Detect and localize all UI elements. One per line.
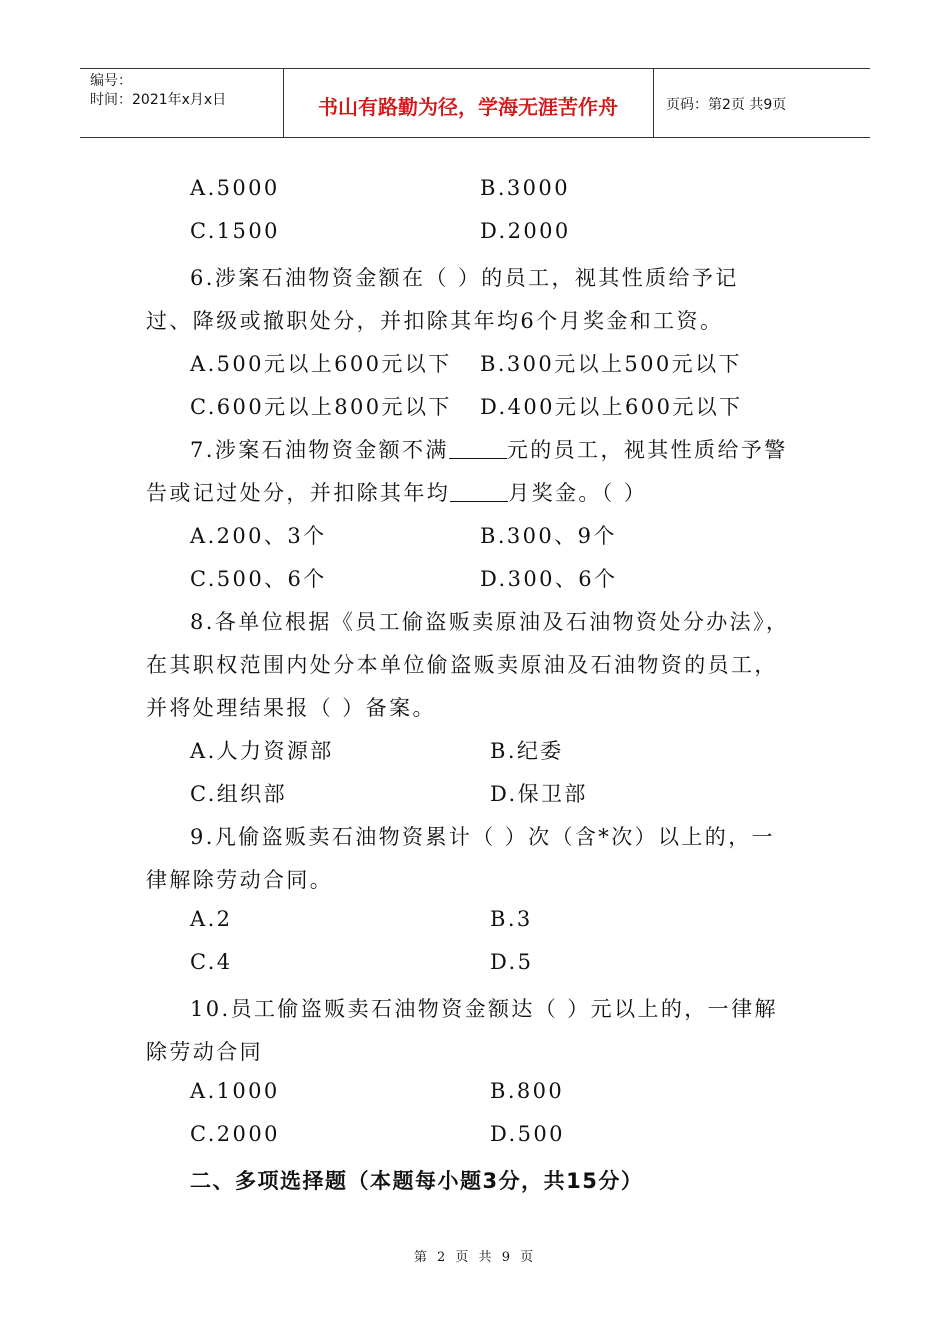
q6-option-b: B.300元以上500元以下 <box>480 352 742 376</box>
q7-option-d: D.300、6个 <box>480 567 618 591</box>
q8-text-line1: 8.各单位根据《员工偷盗贩卖原油及石油物资处分办法》， <box>190 610 790 634</box>
page-footer: 第 2 页 共 9 页 <box>413 1250 537 1265</box>
document-number-label: 编号： <box>90 73 132 89</box>
header-page-info: 页码：第2页 共9页 <box>666 97 787 113</box>
q7-line1-pre: 7.涉案石油物资金额不满 <box>190 438 449 462</box>
q8-option-c: C.组织部 <box>190 782 287 806</box>
q7-line1-post: 元的员工，视其性质给予警 <box>506 438 788 462</box>
q6-text-line2: 过、降级或撤职处分，并扣除其年均6个月奖金和工资。 <box>146 309 724 333</box>
header-motto: 书山有路勤为径，学海无涯苦作舟 <box>318 95 618 119</box>
q9-option-c: C.4 <box>190 950 233 974</box>
q10-option-c: C.2000 <box>190 1122 280 1146</box>
q5-option-b: B.3000 <box>480 176 570 200</box>
q5-option-a: A.5000 <box>190 176 280 200</box>
q7-text-line1 <box>190 434 788 464</box>
page-header <box>80 68 870 138</box>
q9-text-line2: 律解除劳动合同。 <box>146 868 334 892</box>
q6-option-a: A.500元以上600元以下 <box>190 352 452 376</box>
q10-text-line1: 10.员工偷盗贩卖石油物资金额达（ ）元以上的，一律解 <box>190 997 778 1021</box>
q5-option-c: C.1500 <box>190 219 280 243</box>
q7-blank-2 <box>450 480 508 502</box>
q10-option-a: A.1000 <box>190 1079 280 1103</box>
q5-option-d: D.2000 <box>480 219 571 243</box>
header-meta <box>90 72 226 110</box>
q8-option-d: D.保卫部 <box>490 782 588 806</box>
q9-option-d: D.5 <box>490 950 534 974</box>
q9-text-line1: 9.凡偷盗贩卖石油物资累计（ ）次（含*次）以上的，一 <box>190 825 776 849</box>
q10-option-b: B.800 <box>490 1079 565 1103</box>
q10-text-line2: 除劳动合同 <box>146 1040 263 1064</box>
q7-text-line2 <box>146 477 647 507</box>
q6-option-d: D.400元以上600元以下 <box>480 395 743 419</box>
q8-text-line3: 并将处理结果报（ ）备案。 <box>146 696 436 720</box>
q9-option-a: A.2 <box>190 907 233 931</box>
header-divider <box>653 69 654 137</box>
q7-blank-1 <box>449 437 507 459</box>
q7-line2-pre: 告或记过处分，并扣除其年均 <box>146 481 451 505</box>
q6-text-line1: 6.涉案石油物资金额在（ ）的员工，视其性质给予记 <box>190 266 739 290</box>
q8-text-line2: 在其职权范围内处分本单位偷盗贩卖原油及石油物资的员工， <box>146 653 778 677</box>
section-heading-multiple-choice: 二、多项选择题（本题每小题3分，共15分） <box>190 1169 644 1193</box>
q7-option-c: C.500、6个 <box>190 567 327 591</box>
q8-option-a: A.人力资源部 <box>190 739 334 763</box>
document-time-label: 时间：2021年x月x日 <box>90 92 227 108</box>
q7-line2-post: 月奖金。（ ） <box>508 481 648 505</box>
q10-option-d: D.500 <box>490 1122 565 1146</box>
q6-option-c: C.600元以上800元以下 <box>190 395 452 419</box>
q7-option-b: B.300、9个 <box>480 524 617 548</box>
q7-option-a: A.200、3个 <box>190 524 327 548</box>
q8-option-b: B.纪委 <box>490 739 564 763</box>
q9-option-b: B.3 <box>490 907 533 931</box>
